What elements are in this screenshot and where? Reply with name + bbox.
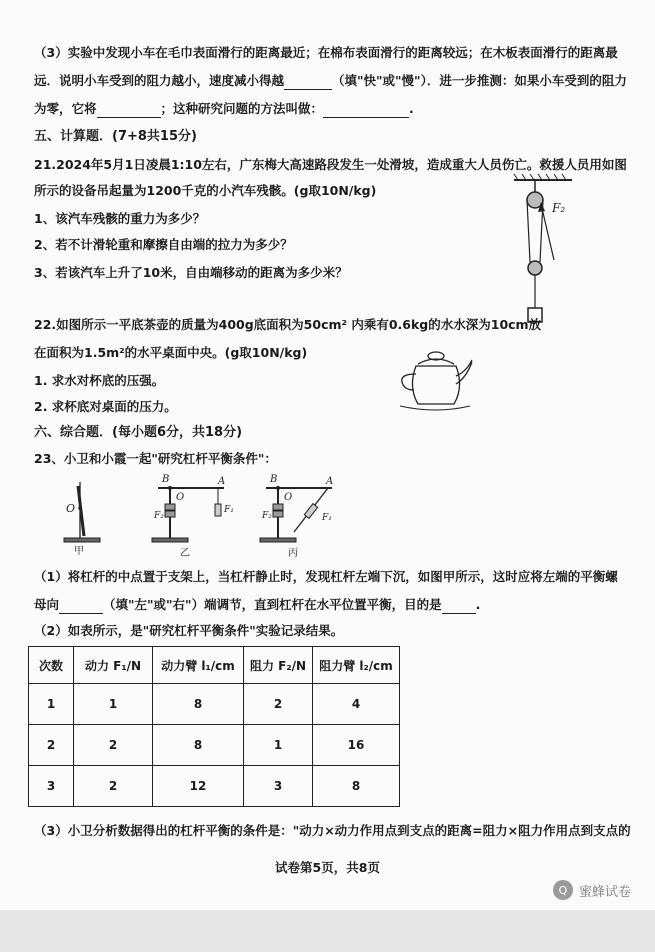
caption-yi: 乙: [180, 548, 190, 559]
section-5-heading: 五、计算题．(7+8共15分): [34, 129, 197, 144]
table-header: 动力臂 l₁/cm: [153, 647, 244, 684]
table-header-row: [29, 647, 400, 684]
q21-sub-1: 1、该汽车残骸的重力为多少？: [34, 211, 206, 226]
answer-blank: [59, 600, 103, 614]
q21-sub-2: 2、若不计滑轮重和摩擦自由端的拉力为多少？: [34, 237, 293, 252]
lever-figure-jia: [56, 474, 116, 558]
table-cell: 8: [153, 684, 244, 725]
q23-sub-1-line-2: 母向 （填"左"或"右"）端调节，直到杠杆在水平位置平衡，目的是 .: [34, 597, 481, 612]
page-footer: 试卷第5页，共8页: [275, 860, 380, 875]
q3-text-line-1: （3）实验中发现小车在毛巾表面滑行的距离最近；在棉布表面滑行的距离较远；在木板表面滑行的距离最: [34, 45, 618, 60]
teapot-figure: [396, 342, 474, 414]
table-row: [29, 766, 400, 807]
answer-blank: [284, 76, 332, 90]
table-cell: 3: [244, 766, 313, 807]
lever-o-label: O: [66, 502, 76, 515]
lever-b-label: B: [162, 474, 170, 485]
q3-text-line-2: 远．说明小车受到的阻力越小，速度减小得越 （填"快"或"慢"）．进一步推测：如果小车受到的阻力: [34, 73, 627, 88]
table-cell: 3: [29, 766, 74, 807]
lever-figure-yi: [148, 474, 244, 560]
table-cell: 8: [153, 725, 244, 766]
q23-sub-3: （3）小卫分析数据得出的杠杆平衡的条件是："动力×动力作用点到支点的距离=阻力×阻力作用点到支点的: [34, 823, 631, 838]
table-cell: 1: [74, 684, 153, 725]
lever-a-label: A: [218, 476, 226, 487]
table-cell: 2: [29, 725, 74, 766]
q23-line: 23、小卫和小霞一起"研究杠杆平衡条件"：: [34, 451, 277, 466]
q22-sub-1: 1. 求水对杯底的压强。: [34, 373, 165, 388]
q23-sub-1-line-1: （1）将杠杆的中点置于支架上，当杠杆静止时，发现杠杆左端下沉，如图甲所示，这时应将左端的平衡螺: [34, 569, 618, 584]
bottom-shadow-bar: [0, 910, 655, 952]
q22-line-2: 在面积为1.5m²的水平桌面中央。(g取10N/kg): [34, 345, 308, 360]
lever-o-label: O: [176, 492, 185, 503]
lever-o-label: O: [284, 492, 293, 503]
table-cell: 4: [313, 684, 400, 725]
lever-f1-label: F₁: [322, 513, 332, 523]
table-cell: 8: [313, 766, 400, 807]
answer-blank: [97, 104, 161, 118]
lever-f1-label: F₁: [224, 505, 234, 515]
watermark-text: 蜜蜂试卷: [579, 884, 632, 900]
watermark: [553, 880, 631, 900]
q23-sub-2: （2）如表所示，是"研究杠杆平衡条件"实验记录结果。: [34, 623, 344, 638]
pulley-figure: [508, 172, 578, 330]
bee-logo-icon: Q: [553, 880, 573, 900]
pulley-force-label: F₂: [552, 201, 566, 215]
table-header: 阻力 F₂/N: [244, 647, 313, 684]
q22-line-1: 22.如图所示一平底茶壶的质量为400g底面积为50cm² 内乘有0.6kg的水水深为10cm放: [34, 317, 542, 332]
q21-line-2: 所示的设备吊起量为1200千克的小汽车残骸。(g取10N/kg): [34, 183, 377, 198]
q22-sub-2: 2. 求杯底对桌面的压力。: [34, 399, 177, 414]
lever-data-table: [28, 646, 400, 807]
table-cell: 2: [74, 766, 153, 807]
q3-text-line-3: 为零，它将 ；这种研究问题的方法叫做： .: [34, 101, 414, 116]
table-cell: 2: [244, 684, 313, 725]
table-row: [29, 725, 400, 766]
answer-blank: [323, 104, 409, 118]
lever-f2-label: F₂: [154, 511, 164, 521]
lever-figure-bing: [256, 474, 352, 560]
table-header: 动力 F₁/N: [74, 647, 153, 684]
q21-sub-3: 3、若该汽车上升了10米，自由端移动的距离为多少米？: [34, 265, 348, 280]
table-cell: 16: [313, 725, 400, 766]
table-row: [29, 684, 400, 725]
table-cell: 1: [29, 684, 74, 725]
lever-b-label: B: [270, 474, 278, 485]
table-cell: 12: [153, 766, 244, 807]
table-header: 次数: [29, 647, 74, 684]
caption-bing: 丙: [288, 548, 298, 559]
caption-jia: 甲: [74, 546, 84, 557]
table-cell: 2: [74, 725, 153, 766]
table-cell: 1: [244, 725, 313, 766]
lever-a-label: A: [326, 476, 334, 487]
answer-blank: [442, 600, 476, 614]
section-6-heading: 六、综合题．(每小题6分，共18分): [34, 425, 243, 440]
lever-f2-label: F₂: [262, 511, 272, 521]
q21-line-1: 21.2024年5月1日凌晨1:10左右，广东梅大高速路段发生一处滑坡，造成重大人员伤亡。救援人员用如图: [34, 157, 627, 172]
table-header: 阻力臂 l₂/cm: [313, 647, 400, 684]
